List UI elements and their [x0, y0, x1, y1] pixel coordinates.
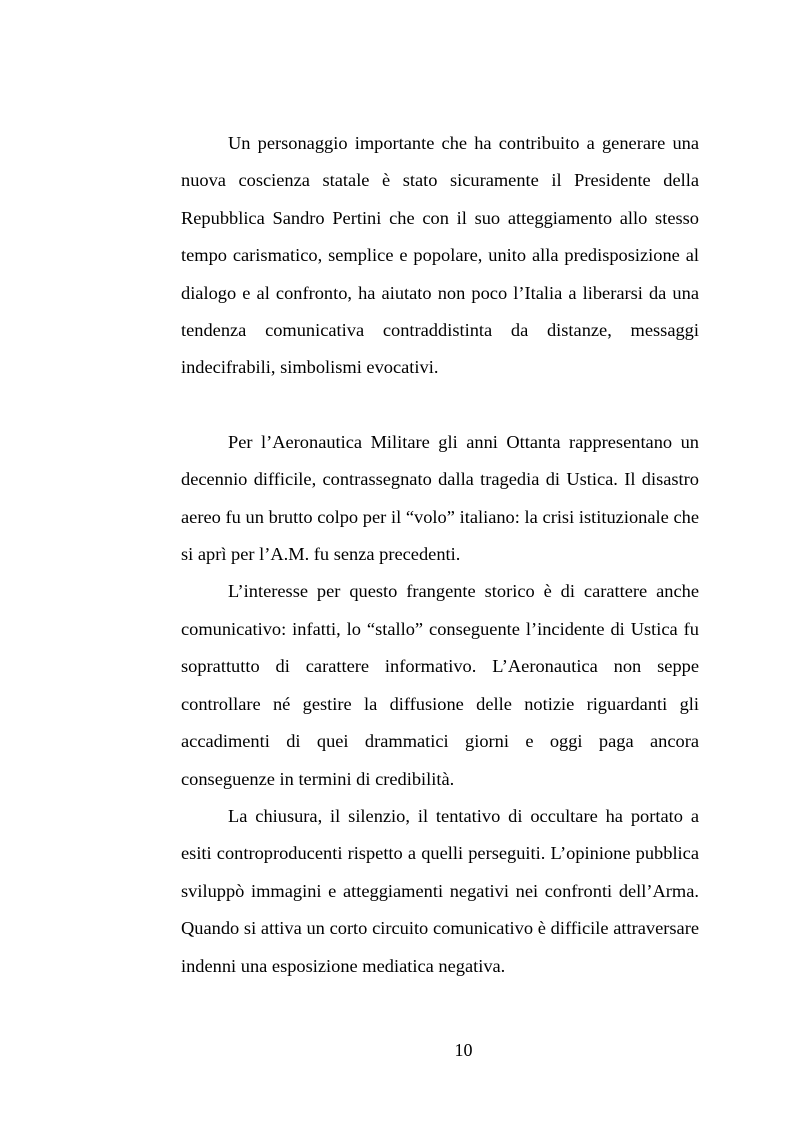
paragraph-aeronautica: Per l’Aeronautica Militare gli anni Ottanta rappresentano un decennio difficile, contrassegnato dalla tragedia di Ustica. Il disastro aereo fu un brutto colpo per il “volo” italiano: la crisi istituzionale che si aprì per l’A.M. fu senza precedenti.: [181, 431, 699, 565]
paragraph-pertini: Un personaggio importante che ha contribuito a generare una nuova coscienza statale è stato sicuramente il Presidente della Repubblica Sandro Pertini che con il suo atteggiamento allo stesso tempo carismatico, semplice e popolare, unito alla predisposizione al dialogo e al confronto, ha aiutato non poco l’Italia a liberarsi da una tendenza comunicativa contraddistinta da distanze, messaggi indecifrabili, simbolismi evocativi.: [181, 133, 699, 378]
paragraph-interesse: L’interesse per questo frangente storico è di carattere anche comunicativo: infatti, lo “stallo” conseguente l’incidente di Ustica fu soprattutto di carattere informativo. L’Aeronautica non seppe controllare né gestire la diffusione delle notizie riguardanti gli accadimenti di quei drammatici giorni e oggi paga ancora conseguenze in termini di credibilità.: [181, 581, 699, 789]
paragraph-spacer: [181, 387, 699, 424]
paragraph-chiusura: La chiusura, il silenzio, il tentativo di occultare ha portato a esiti controproducenti rispetto a quelli perseguiti. L’opinione pubblica sviluppò immagini e atteggiamenti negativi nei confronti dell’Arma. Quando si attiva un corto circuito comunicativo è difficile attraversare indenni una esposizione mediatica negativa.: [181, 805, 699, 976]
body-text: [181, 125, 699, 985]
page-number: 10: [454, 1040, 473, 1060]
